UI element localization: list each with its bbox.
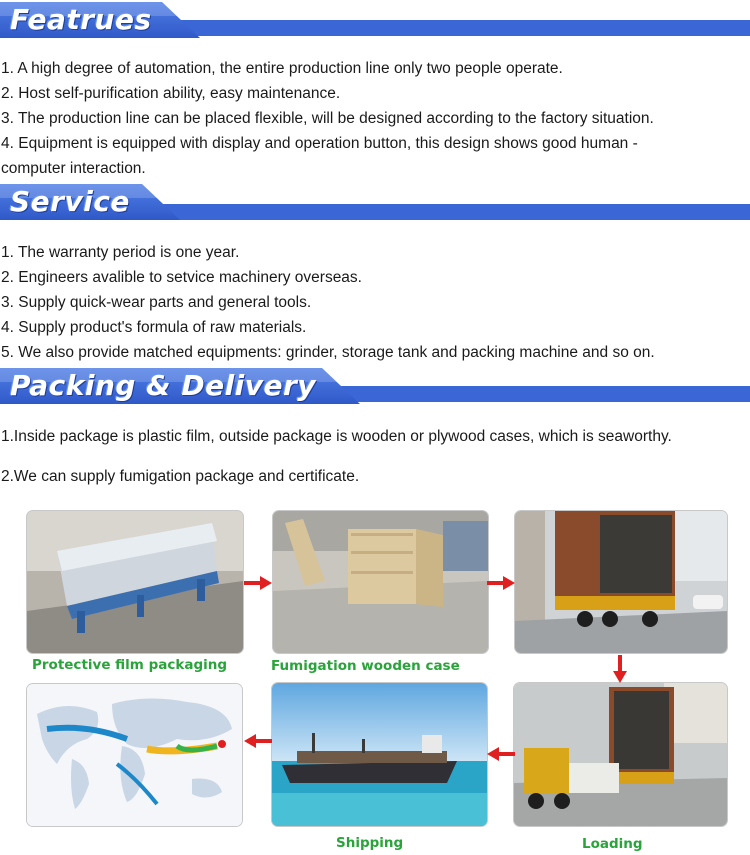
service-item: 4. Supply product's formula of raw materials.: [1, 319, 307, 336]
wooden-case-illustration: [273, 511, 488, 653]
world-map-photo: [27, 684, 242, 826]
features-item: 2. Host self-purification ability, easy maintenance.: [1, 85, 341, 102]
film-packaging-illustration: [27, 511, 243, 653]
shipping-photo: [272, 683, 487, 826]
arrow-right-icon: [487, 575, 515, 591]
service-title: Service: [10, 185, 130, 218]
arrow-left-icon: [487, 746, 515, 762]
container-truck-illustration: [515, 511, 727, 653]
packing-list: [0, 424, 750, 489]
features-item: 1. A high degree of automation, the entire production line only two people operate.: [1, 60, 563, 77]
features-item: computer interaction.: [1, 160, 146, 177]
features-list: [0, 56, 750, 181]
loading-caption: Loading: [582, 836, 643, 852]
service-item: 1. The warranty period is one year.: [1, 244, 240, 261]
shipping-caption: Shipping: [336, 835, 404, 851]
features-item: 4. Equipment is equipped with display and operation button, this design shows good human -: [1, 135, 638, 152]
packing-item: 2.We can supply fumigation package and certificate.: [1, 468, 360, 485]
film-packaging-photo: [27, 511, 243, 653]
packing-title: Packing & Delivery: [10, 369, 317, 402]
loading-illustration: [514, 683, 727, 826]
arrow-right-icon: [244, 575, 272, 591]
wooden-case-photo: [273, 511, 488, 653]
features-item: 3. The production line can be placed flexible, will be designed according to the factory situation.: [1, 110, 654, 127]
shipping-illustration: [272, 683, 487, 826]
loading-photo: [514, 683, 727, 826]
service-item: 2. Engineers avalible to setvice machinery overseas.: [1, 269, 362, 286]
world-map-illustration: [27, 684, 242, 826]
features-title: Featrues: [10, 3, 152, 36]
features-banner: [0, 2, 750, 42]
packing-item: 1.Inside package is plastic film, outside package is wooden or plywood cases, which is seaworthy.: [1, 428, 672, 445]
service-banner: [0, 184, 750, 224]
wooden-case-caption: Fumigation wooden case: [271, 658, 460, 674]
arrow-down-icon: [612, 655, 628, 683]
arrow-left-icon: [244, 733, 272, 749]
packing-banner: [0, 368, 750, 408]
service-item: 3. Supply quick-wear parts and general tools.: [1, 294, 312, 311]
film-packaging-caption: Protective film packaging: [32, 657, 228, 673]
service-list: [0, 240, 750, 365]
container-truck-photo: [515, 511, 727, 653]
service-item: 5. We also provide matched equipments: grinder, storage tank and packing machine and so on.: [1, 344, 655, 361]
